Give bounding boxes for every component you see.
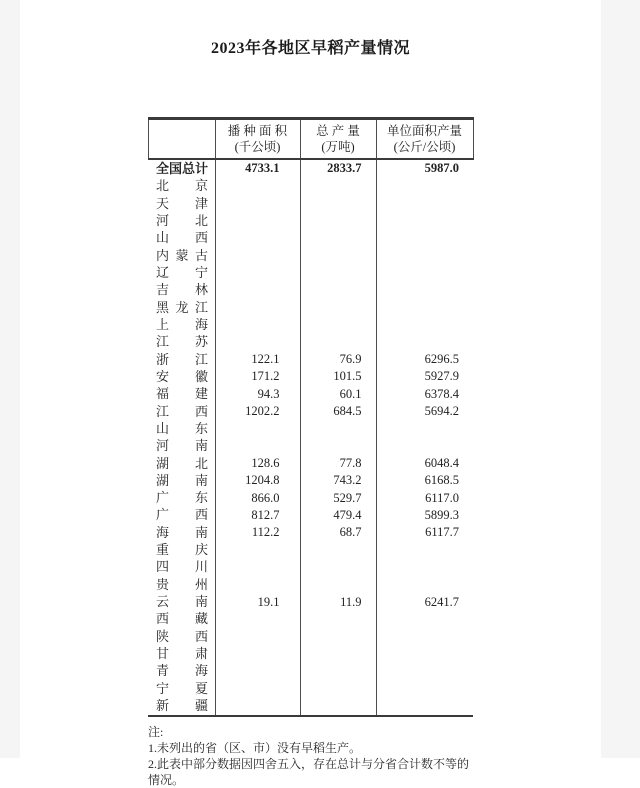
- output-value-cell: [300, 611, 376, 628]
- output-value-cell: [300, 299, 376, 316]
- region-label: 广西: [156, 507, 208, 523]
- table-row: [148, 437, 473, 454]
- table-row: [148, 593, 473, 610]
- area-value-cell: [215, 611, 300, 628]
- yield-value-cell: [376, 212, 473, 229]
- area-value-cell: 1202.2: [215, 403, 300, 420]
- yield-value-cell: 6378.4: [424, 386, 459, 401]
- output-value-cell: 77.8: [300, 455, 376, 472]
- yield-value-cell: 6117.0: [425, 490, 459, 505]
- table-row: [148, 524, 473, 541]
- area-value-cell: [215, 437, 300, 454]
- region-label: 宁夏: [156, 680, 208, 696]
- yield-value-cell: 6117.7: [425, 525, 459, 540]
- output-value-cell: [300, 559, 376, 576]
- table-row: [148, 611, 473, 628]
- yield-value-cell: 6296.5: [424, 352, 459, 367]
- region-cell: [148, 316, 215, 333]
- area-value-cell: [215, 247, 300, 264]
- region-label: 内蒙古: [156, 247, 208, 263]
- table-row: [148, 351, 473, 368]
- area-value-cell: 812.7: [215, 507, 300, 524]
- region-label: 河北: [156, 212, 208, 228]
- yield-value-cell: [376, 541, 473, 558]
- area-value-cell: [215, 333, 300, 350]
- output-column-header: [300, 119, 376, 160]
- table-row: [148, 368, 473, 385]
- yield-value-cell: 5694.2: [424, 404, 459, 419]
- table-row: [148, 316, 473, 333]
- region-column-header: [148, 119, 215, 160]
- region-cell: [148, 177, 215, 194]
- table-row: [148, 576, 473, 593]
- area-value-cell: [215, 264, 300, 281]
- region-label: 陕西: [156, 628, 208, 644]
- region-cell: [148, 524, 215, 541]
- region-cell: [148, 229, 215, 246]
- area-value-cell: [215, 212, 300, 229]
- table-row: [148, 403, 473, 420]
- region-cell: [148, 576, 215, 593]
- region-cell: [148, 611, 215, 628]
- region-label: 四川: [156, 559, 208, 575]
- area-header-line1: 播 种 面 积: [227, 124, 288, 138]
- region-label: 重庆: [156, 542, 208, 558]
- table-row: [148, 177, 473, 194]
- yield-value-cell: [376, 177, 473, 194]
- notes-section: [148, 724, 473, 788]
- region-cell: [148, 680, 215, 697]
- note-item-1: 1.未列出的省（区、市）没有早稻生产。: [148, 740, 362, 755]
- yield-value-cell: [376, 680, 473, 697]
- yield-value-cell: [376, 628, 473, 645]
- output-value-cell: [300, 333, 376, 350]
- output-value-cell: 2833.7: [300, 159, 376, 177]
- output-value-cell: [300, 177, 376, 194]
- page-title: 2023年各地区早稻产量情况: [210, 40, 410, 57]
- table-row: [148, 247, 473, 264]
- output-value-cell: [300, 264, 376, 281]
- yield-header-unit: (公斤/公顷): [393, 140, 456, 154]
- region-cell: [148, 472, 215, 489]
- table-row: [148, 680, 473, 697]
- region-label: 西藏: [156, 611, 208, 627]
- area-value-cell: 19.1: [215, 593, 300, 610]
- output-value-cell: 11.9: [300, 593, 376, 610]
- yield-value-cell: 5899.3: [424, 508, 459, 523]
- region-cell: [148, 159, 215, 177]
- region-cell: [148, 541, 215, 558]
- table-row: [148, 159, 473, 177]
- area-header-unit: (千公顷): [234, 140, 281, 154]
- region-label: 浙江: [156, 351, 208, 367]
- region-label: 山东: [156, 420, 208, 436]
- table-row: [148, 455, 473, 472]
- region-label: 广东: [156, 490, 208, 506]
- area-value-cell: [215, 697, 300, 715]
- region-label: 青海: [156, 663, 208, 679]
- table-row: [148, 507, 473, 524]
- yield-value-cell: 6048.4: [424, 456, 459, 471]
- output-value-cell: 68.7: [300, 524, 376, 541]
- area-value-cell: [215, 628, 300, 645]
- region-cell: [148, 628, 215, 645]
- region-cell: [148, 697, 215, 715]
- area-value-cell: [215, 420, 300, 437]
- region-cell: [148, 559, 215, 576]
- area-value-cell: [215, 195, 300, 212]
- output-value-cell: [300, 680, 376, 697]
- region-cell: [148, 195, 215, 212]
- area-value-cell: [215, 576, 300, 593]
- yield-value-cell: 5987.0: [424, 161, 459, 176]
- output-value-cell: 479.4: [300, 507, 376, 524]
- yield-value-cell: 6168.5: [424, 473, 459, 488]
- yield-value-cell: [376, 611, 473, 628]
- region-cell: [148, 507, 215, 524]
- yield-value-cell: 5927.9: [424, 369, 459, 384]
- output-value-cell: 101.5: [300, 368, 376, 385]
- output-value-cell: 529.7: [300, 489, 376, 506]
- table-row: [148, 628, 473, 645]
- output-value-cell: [300, 247, 376, 264]
- region-label: 全国总计: [156, 160, 209, 176]
- yield-value-cell: [376, 333, 473, 350]
- region-cell: [148, 663, 215, 680]
- yield-header-line1: 单位面积产量: [386, 124, 462, 138]
- note-item-2: 2.此表中部分数据因四舍五入，存在总计与分省合计数不等的情况。: [148, 756, 470, 787]
- region-cell: [148, 437, 215, 454]
- area-value-cell: 112.2: [215, 524, 300, 541]
- yield-value-cell: [376, 420, 473, 437]
- region-label: 江西: [156, 403, 208, 419]
- region-label: 上海: [156, 316, 208, 332]
- document-page: [20, 0, 601, 787]
- region-label: 吉林: [156, 282, 208, 298]
- yield-column-header: [376, 119, 473, 160]
- yield-value-cell: [376, 299, 473, 316]
- yield-value-cell: [376, 281, 473, 298]
- region-cell: [148, 247, 215, 264]
- output-value-cell: [300, 645, 376, 662]
- region-cell: [148, 455, 215, 472]
- output-value-cell: [300, 195, 376, 212]
- yield-value-cell: [376, 663, 473, 680]
- output-value-cell: [300, 697, 376, 715]
- yield-value-cell: 6241.7: [424, 594, 459, 609]
- table-row: [148, 559, 473, 576]
- area-value-cell: [215, 541, 300, 558]
- output-value-cell: [300, 316, 376, 333]
- region-cell: [148, 299, 215, 316]
- region-label: 湖北: [156, 455, 208, 471]
- region-label: 贵州: [156, 576, 208, 592]
- table-row: [148, 299, 473, 316]
- yield-value-cell: [376, 316, 473, 333]
- region-cell: [148, 351, 215, 368]
- yield-value-cell: [376, 195, 473, 212]
- table-row: [148, 229, 473, 246]
- region-label: 黑龙江: [156, 299, 208, 315]
- region-label: 新疆: [156, 698, 208, 714]
- output-value-cell: [300, 576, 376, 593]
- output-value-cell: 684.5: [300, 403, 376, 420]
- table-row: [148, 645, 473, 662]
- table-row: [148, 489, 473, 506]
- area-value-cell: [215, 680, 300, 697]
- table-row: [148, 663, 473, 680]
- header-row: [148, 119, 473, 160]
- output-value-cell: 76.9: [300, 351, 376, 368]
- region-label: 河南: [156, 438, 208, 454]
- yield-value-cell: [376, 559, 473, 576]
- output-header-unit: (万吨): [321, 140, 355, 154]
- output-value-cell: [300, 437, 376, 454]
- area-value-cell: 171.2: [215, 368, 300, 385]
- region-label: 辽宁: [156, 264, 208, 280]
- area-value-cell: 94.3: [215, 385, 300, 402]
- output-header-line1: 总 产 量: [316, 124, 360, 138]
- yield-value-cell: [376, 697, 473, 715]
- output-value-cell: [300, 541, 376, 558]
- table-row: [148, 697, 473, 715]
- region-label: 安徽: [156, 368, 208, 384]
- area-value-cell: [215, 316, 300, 333]
- region-label: 福建: [156, 386, 208, 402]
- output-value-cell: [300, 229, 376, 246]
- region-label: 甘肃: [156, 646, 208, 662]
- output-value-cell: 60.1: [300, 385, 376, 402]
- area-value-cell: [215, 177, 300, 194]
- output-value-cell: [300, 420, 376, 437]
- region-label: 云南: [156, 594, 208, 610]
- rice-production-table: [148, 117, 474, 717]
- table-row: [148, 385, 473, 402]
- table-row: [148, 195, 473, 212]
- yield-value-cell: [376, 264, 473, 281]
- output-value-cell: [300, 663, 376, 680]
- region-cell: [148, 403, 215, 420]
- region-label: 海南: [156, 524, 208, 540]
- area-value-cell: [215, 645, 300, 662]
- region-cell: [148, 489, 215, 506]
- area-column-header: [215, 119, 300, 160]
- area-value-cell: 128.6: [215, 455, 300, 472]
- region-cell: [148, 645, 215, 662]
- output-value-cell: [300, 628, 376, 645]
- output-value-cell: [300, 281, 376, 298]
- region-cell: [148, 333, 215, 350]
- region-label: 山西: [156, 230, 208, 246]
- region-cell: [148, 281, 215, 298]
- yield-value-cell: [376, 576, 473, 593]
- yield-value-cell: [376, 645, 473, 662]
- region-label: 北京: [156, 178, 208, 194]
- region-label: 湖南: [156, 472, 208, 488]
- table-row: [148, 541, 473, 558]
- region-cell: [148, 212, 215, 229]
- area-value-cell: [215, 281, 300, 298]
- area-value-cell: [215, 229, 300, 246]
- area-value-cell: [215, 559, 300, 576]
- yield-value-cell: [376, 229, 473, 246]
- notes-label: 注:: [148, 724, 164, 739]
- table-row: [148, 212, 473, 229]
- table-row: [148, 264, 473, 281]
- table-row: [148, 420, 473, 437]
- area-value-cell: 866.0: [215, 489, 300, 506]
- area-value-cell: 1204.8: [215, 472, 300, 489]
- output-value-cell: 743.2: [300, 472, 376, 489]
- region-cell: [148, 264, 215, 281]
- table-body: [148, 159, 473, 716]
- region-label: 天津: [156, 195, 208, 211]
- area-value-cell: 122.1: [215, 351, 300, 368]
- table-row: [148, 333, 473, 350]
- region-cell: [148, 593, 215, 610]
- table-row: [148, 281, 473, 298]
- area-value-cell: 4733.1: [215, 159, 300, 177]
- region-label: 江苏: [156, 334, 208, 350]
- area-value-cell: [215, 663, 300, 680]
- yield-value-cell: [376, 437, 473, 454]
- output-value-cell: [300, 212, 376, 229]
- region-cell: [148, 420, 215, 437]
- yield-value-cell: [376, 247, 473, 264]
- region-cell: [148, 368, 215, 385]
- table-row: [148, 472, 473, 489]
- region-cell: [148, 385, 215, 402]
- area-value-cell: [215, 299, 300, 316]
